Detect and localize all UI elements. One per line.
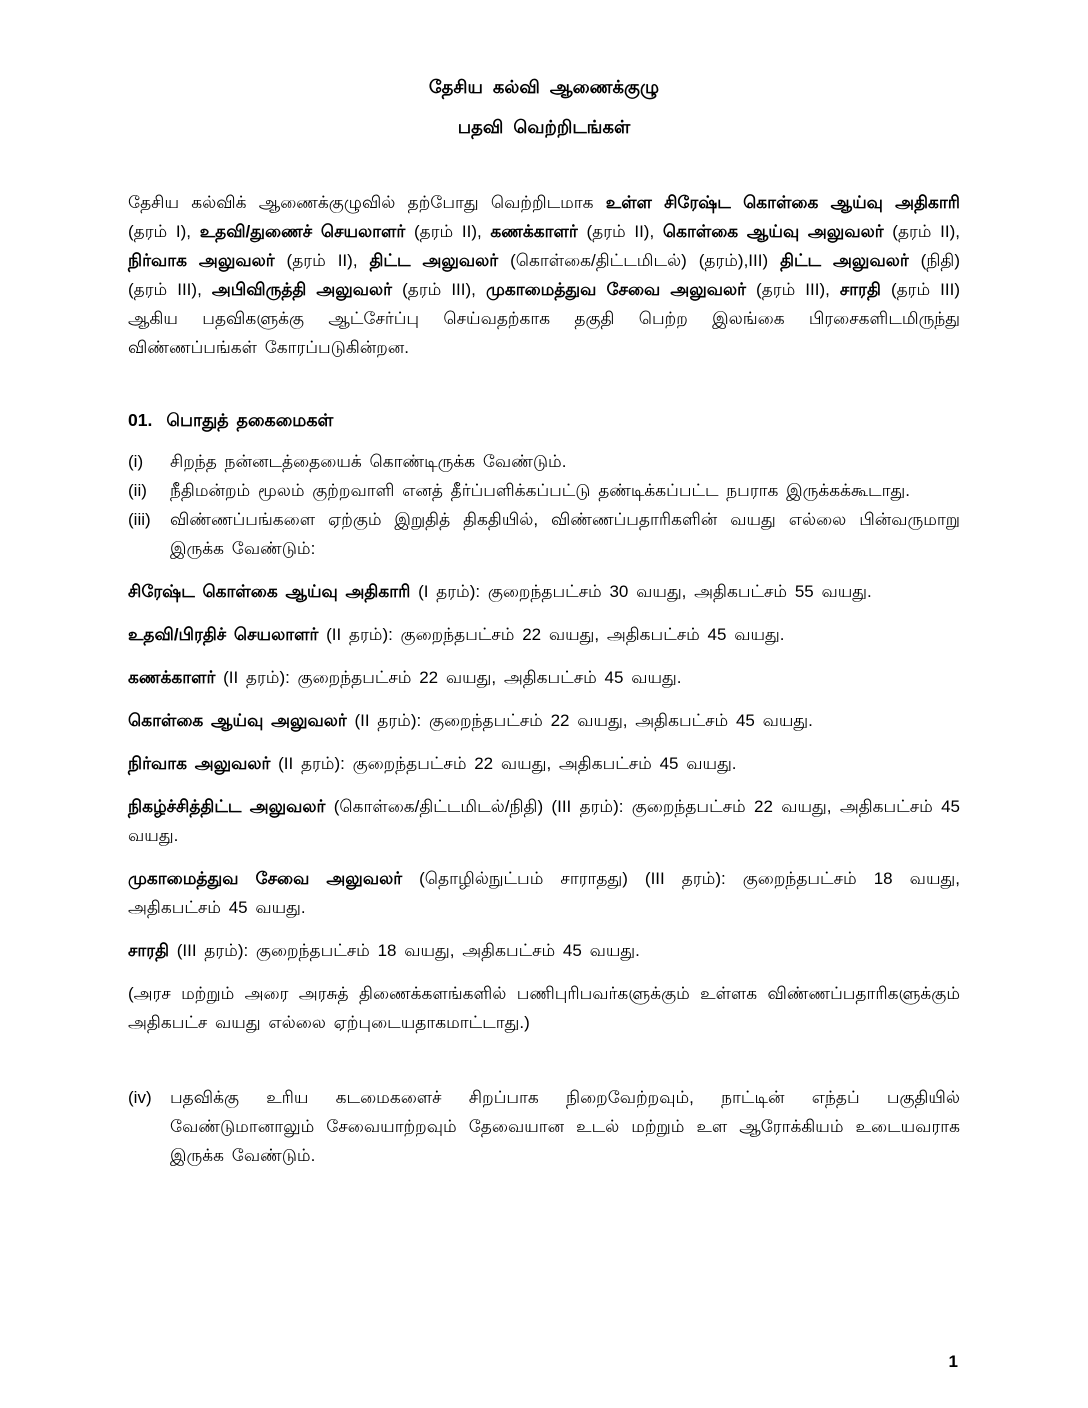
job-title: நிகழ்ச்சித்திட்ட அலுவலர் xyxy=(128,797,326,816)
page-number: 1 xyxy=(948,1352,958,1371)
list-item-iv xyxy=(128,1083,960,1170)
document-subtitle: பதவி வெற்றிடங்கள் xyxy=(457,117,631,137)
job-title: முகாமைத்துவ சேவை அலுவலர் xyxy=(128,869,403,888)
document-header xyxy=(128,76,960,138)
job-title: நிர்வாக அலுவலர் xyxy=(128,251,275,270)
note-paragraph: (அரச மற்றும் அரை அரசுத் திணைக்களங்களில் பணிபுரிபவர்களுக்கும் உள்ளக விண்ணப்பதாரிகளுக்கும் அதிகபட்ச வயது எல்லை ஏற்புடையதாகமாட்டாது.) xyxy=(128,984,960,1032)
intro-text-run: (தரம் II), xyxy=(405,222,491,241)
age-limit-text: (II தரம்): குறைந்தபட்சம் 22 வயது, அதிகபட்சம் 45 வயது. xyxy=(346,711,813,730)
list-text-ii: நீதிமன்றம் மூலம் குற்றவாளி எனத் தீர்ப்பளிக்கப்பட்டு தண்டிக்கப்பட்ட நபராக இருக்கக்கூடாது. xyxy=(170,481,910,500)
age-limit-row-senior-policy-research-officer xyxy=(128,577,960,606)
job-title: சிரேஷ்ட கொள்கை ஆய்வு அதிகாரி xyxy=(128,582,411,601)
intro-paragraph xyxy=(128,188,960,362)
list-item-iii xyxy=(128,505,960,563)
job-title: கொள்கை ஆய்வு அலுவலர் xyxy=(128,711,347,730)
intro-text-run: (கொள்கை/திட்டமிடல்) (தரம்),III) xyxy=(498,251,781,270)
job-title: திட்ட அலுவலர் xyxy=(369,251,499,270)
list-marker-i: (i) xyxy=(128,452,144,471)
intro-text-run: (நிதி) (தரம் III), xyxy=(128,251,960,299)
age-limit-row-accountant xyxy=(128,663,960,692)
age-limit-row-assistant-deputy-secretary xyxy=(128,620,960,649)
job-title: நிர்வாக அலுவலர் xyxy=(128,754,271,773)
job-title: கொள்கை ஆய்வு அலுவலர் xyxy=(662,222,884,241)
job-title: திட்ட அலுவலர் xyxy=(780,251,909,270)
section-heading xyxy=(128,406,960,435)
job-title: அபிவிருத்தி அலுவலர் xyxy=(211,280,393,299)
intro-text-run: (தரம் III), xyxy=(392,280,486,299)
age-limit-text: (II தரம்): குறைந்தபட்சம் 22 வயது, அதிகபட்சம் 45 வயது. xyxy=(215,668,682,687)
intro-text-run: (தரம் II), xyxy=(883,222,961,241)
list-marker-ii: (ii) xyxy=(128,481,147,500)
age-limit-row-management-service-officer xyxy=(128,864,960,922)
job-title: முகாமைத்துவ சேவை அலுவலர் xyxy=(485,280,747,299)
list-item-ii xyxy=(128,476,960,505)
job-title: உதவி/துணைச் செயலாளர் xyxy=(199,222,406,241)
list-text-iii: விண்ணப்பங்களை ஏற்கும் இறுதித் திகதியில், விண்ணப்பதாரிகளின் வயது எல்லை பின்வருமாறு இருக்க வேண்டும்: xyxy=(170,510,960,558)
intro-text-run: (தரம் II), xyxy=(577,222,663,241)
age-limit-row-programme-officer xyxy=(128,792,960,850)
age-limit-text: (II தரம்): குறைந்தபட்சம் 22 வயது, அதிகபட்சம் 45 வயது. xyxy=(270,754,737,773)
age-limit-text: (III தரம்): குறைந்தபட்சம் 18 வயது, அதிகபட்சம் 45 வயது. xyxy=(169,941,640,960)
age-limit-text: (தொழில்நுட்பம் சாராதது) (III தரம்): குறைந்தபட்சம் 18 வயது, அதிகபட்சம் 45 வயது. xyxy=(128,869,960,917)
age-limit-text: (கொள்கை/திட்டமிடல்/நிதி) (III தரம்): குறைந்தபட்சம் 22 வயது, அதிகபட்சம் 45 வயது. xyxy=(128,797,960,845)
list-text-i: சிறந்த நன்னடத்தையைக் கொண்டிருக்க வேண்டும். xyxy=(170,452,567,471)
intro-text-run: (தரம் III), xyxy=(746,280,840,299)
job-title: உதவி/பிரதிச் செயலாளர் xyxy=(128,625,319,644)
age-limit-row-administrative-officer xyxy=(128,749,960,778)
section-number: 01. xyxy=(128,410,153,430)
job-title: கணக்காளர் xyxy=(490,222,578,241)
list-marker-iv: (iv) xyxy=(128,1088,152,1107)
job-title: கணக்காளர் xyxy=(128,668,216,687)
list-item-i xyxy=(128,447,960,476)
job-title: உள்ள சிரேஷ்ட கொள்கை ஆய்வு அதிகாரி xyxy=(605,193,960,212)
job-title: சாரதி xyxy=(839,280,881,299)
list-marker-iii: (iii) xyxy=(128,510,151,529)
intro-text-run: (தரம் II), xyxy=(274,251,370,270)
intro-text-run: தேசிய கல்விக் ஆணைக்குழுவில் தற்போது வெற்றிடமாக xyxy=(128,193,606,212)
intro-text-run: (தரம் III) ஆகிய பதவிகளுக்கு ஆட்சேர்ப்பு செய்வதற்காக தகுதி பெற்ற இலங்கை பிரசைகளிடமிருந்து விண்ணப்பங்கள் கோரப்படுகின்றன. xyxy=(128,280,961,357)
age-limit-row-policy-research-officer xyxy=(128,706,960,735)
section-title: பொதுத் தகைமைகள் xyxy=(166,410,334,430)
document-title: தேசிய கல்வி ஆணைக்குழு xyxy=(428,77,660,97)
age-limit-row-driver xyxy=(128,936,960,965)
list-text-iv: பதவிக்கு உரிய கடமைகளைச் சிறப்பாக நிறைவேற்றவும், நாட்டின் எந்தப் பகுதியில் வேண்டுமானாலும் சேவையாற்றவும் தேவையான உடல் மற்றும் உள ஆரோக்கியம் உடையவராக இருக்க வேண்டும். xyxy=(170,1088,960,1165)
age-limit-text: (I தரம்): குறைந்தபட்சம் 30 வயது, அதிகபட்சம் 55 வயது. xyxy=(410,582,872,601)
job-title: சாரதி xyxy=(128,941,170,960)
age-limit-text: (II தரம்): குறைந்தபட்சம் 22 வயது, அதிகபட்சம் 45 வயது. xyxy=(318,625,785,644)
intro-text-run: (தரம் I), xyxy=(128,222,200,241)
